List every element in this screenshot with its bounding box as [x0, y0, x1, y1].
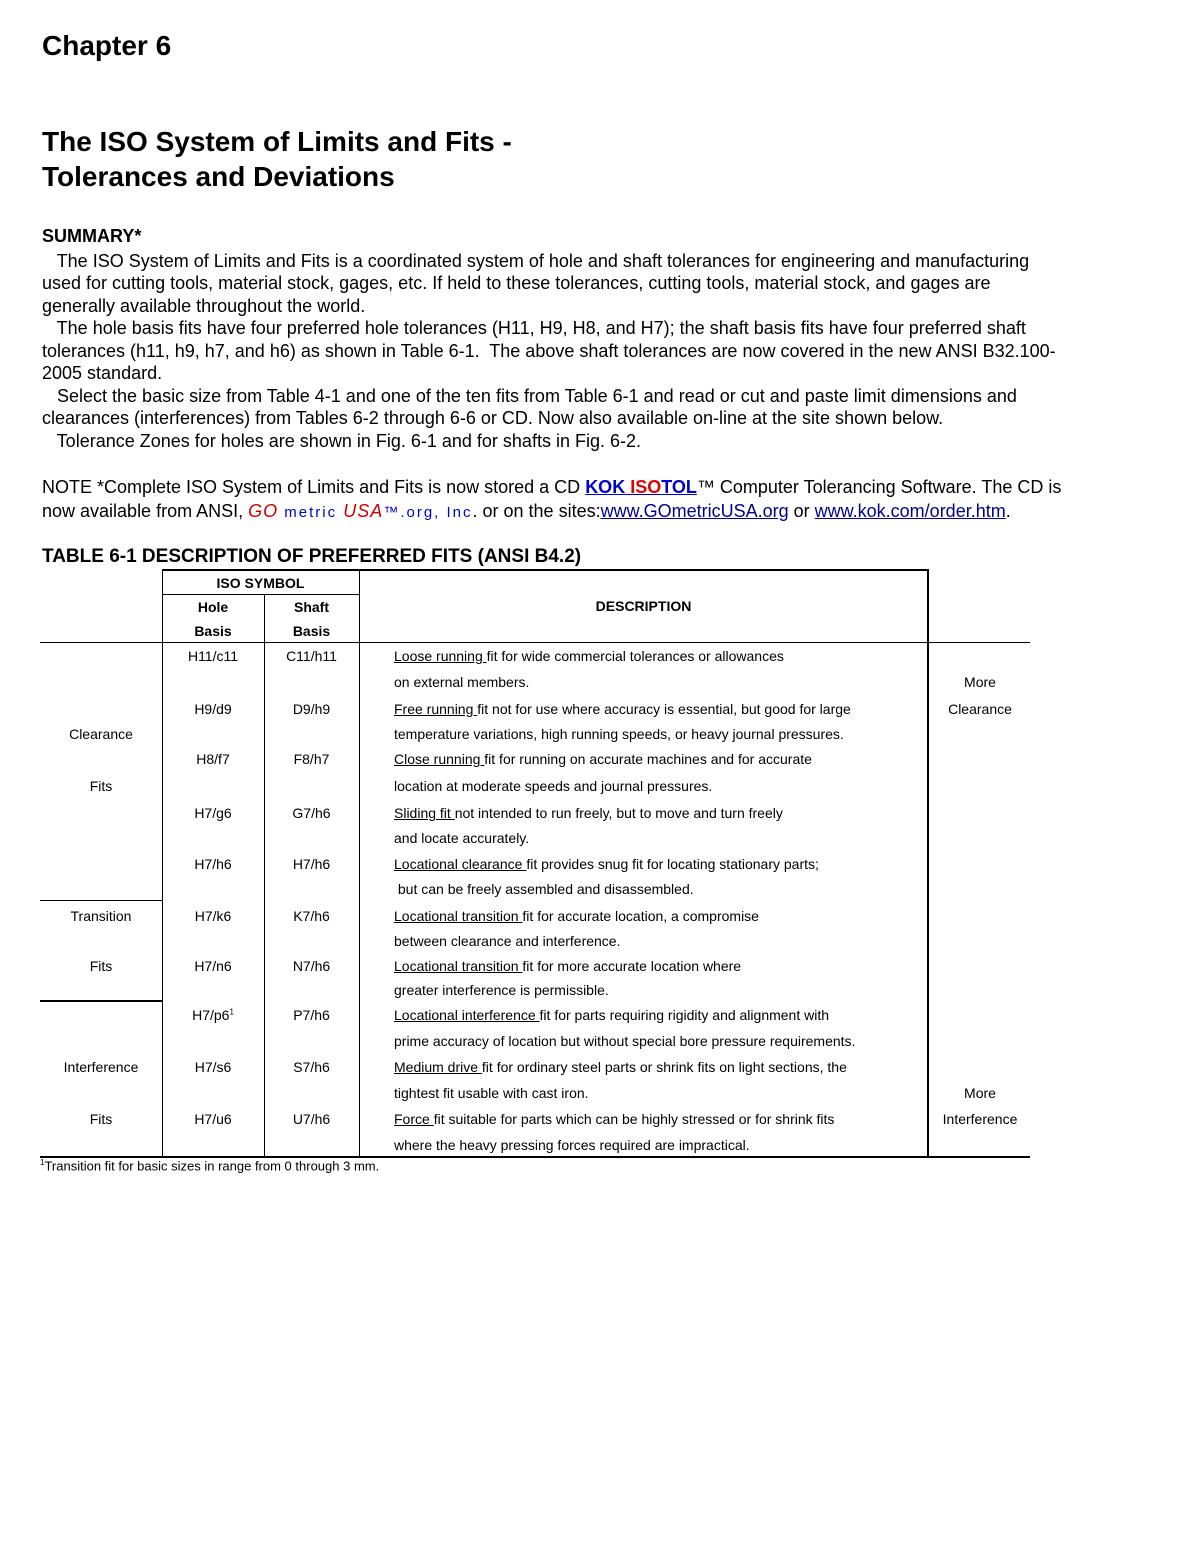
shaft-basis-cell: U7/h6 [292, 1111, 331, 1127]
description-line: prime accuracy of location but without special bore pressure requirements. [394, 1033, 856, 1049]
shaft-basis-cell: N7/h6 [292, 958, 331, 974]
shaft-header: Shaft [294, 599, 329, 615]
hole-basis-cell: H7/u6 [194, 1111, 232, 1127]
kok-text: KOK [585, 477, 631, 497]
description-line [394, 1059, 847, 1075]
description-line [394, 958, 741, 974]
description-text: fit for accurate location, a compromise [522, 908, 759, 924]
hole-basis-cell [162, 1007, 264, 1023]
group-clearance-fits: Fits [89, 778, 113, 794]
more-interference-label-2: Interference [942, 1111, 1018, 1127]
hole-basis-cell: H7/s6 [194, 1059, 232, 1075]
trademark-symbol: ™ [696, 477, 715, 497]
description-line: where the heavy pressing forces required are impractical. [394, 1137, 750, 1153]
note-text: . [1005, 501, 1011, 521]
description-line [394, 805, 783, 821]
hole-basis-cell: H7/k6 [194, 908, 232, 924]
shaft-basis-cell: H7/h6 [292, 856, 331, 872]
hole-basis-cell: H7/n6 [194, 958, 232, 974]
note-text: or [788, 501, 815, 521]
group-transition: Transition [70, 908, 132, 924]
shaft-basis-cell: D9/h9 [292, 701, 331, 717]
description-line [394, 701, 851, 717]
description-line [394, 856, 819, 872]
hole-basis-cell: H7/h6 [194, 856, 232, 872]
page-title-line-2: Tolerances and Deviations [42, 161, 395, 192]
description-line: but can be freely assembled and disassembled. [394, 881, 694, 897]
shaft-basis-cell: G7/h6 [292, 805, 331, 821]
iso-text: ISO [630, 477, 662, 497]
hole-basis-text: H7/p6 [192, 1007, 230, 1023]
fit-name: Locational transition [394, 958, 523, 974]
fit-name: Free running [394, 701, 478, 717]
description-line: and locate accurately. [394, 830, 530, 846]
gometric-usa: USA [343, 501, 384, 521]
iso-symbol-header: ISO SYMBOL [216, 575, 305, 591]
fit-name: Locational interference [394, 1007, 540, 1023]
hole-basis-cell: H9/d9 [194, 701, 232, 717]
note-text: Computer Tolerancing Software. The CD is [714, 477, 1062, 497]
description-line [394, 908, 759, 924]
shaft-basis-cell: C11/h11 [286, 648, 337, 664]
shaft-basis-cell: P7/h6 [293, 1007, 330, 1023]
fit-name: Sliding fit [394, 805, 455, 821]
gometric-org: ™.org, Inc [383, 504, 473, 521]
description-line: between clearance and interference. [394, 933, 621, 949]
fit-name: Close running [394, 751, 485, 767]
summary-line: The ISO System of Limits and Fits is a coordinated system of hole and shaft tolerances for engineering and manufacturing [42, 251, 1030, 271]
description-text: fit for running on accurate machines and for accurate [484, 751, 812, 767]
summary-heading: SUMMARY* [42, 226, 142, 246]
fit-name: Force [394, 1111, 434, 1127]
more-clearance-label-2: Clearance [948, 701, 1012, 717]
table-title: TABLE 6-1 DESCRIPTION OF PREFERRED FITS (ANSI B4.2) [42, 546, 582, 567]
description-text: fit suitable for parts which can be highly stressed or for shrink fits [433, 1111, 835, 1127]
shaft-basis-header: Basis [292, 623, 331, 639]
hole-header: Hole [197, 599, 229, 615]
footnote-text: Transition fit for basic sizes in range from 0 through 3 mm. [44, 1158, 380, 1174]
summary-line: tolerances (h11, h9, h7, and h6) as shown in Table 6-1. The above shaft tolerances are now covered in the new ANSI B32.100- [42, 341, 1056, 361]
kok-order-link[interactable]: www.kok.com/order.htm [814, 501, 1006, 521]
table-footnote [40, 1158, 379, 1173]
shaft-basis-cell: K7/h6 [293, 908, 330, 924]
footnote-marker: 1 [229, 1007, 234, 1017]
summary-line: 2005 standard. [42, 363, 163, 383]
group-interference: Interference [63, 1059, 139, 1075]
description-text: fit provides snug fit for locating stationary parts; [526, 856, 819, 872]
note-text: now available from ANSI, [42, 501, 249, 521]
description-text: fit for more accurate location where [522, 958, 742, 974]
summary-line: Select the basic size from Table 4-1 and one of the ten fits from Table 6-1 and read or cut and paste limit dimensions and [42, 386, 1017, 406]
group-interference-fits: Fits [89, 1111, 113, 1127]
gometricusa-link[interactable]: www.GOmetricUSA.org [600, 501, 789, 521]
description-line: greater interference is permissible. [394, 982, 609, 998]
more-clearance-label: More [964, 674, 996, 690]
hole-basis-cell: H11/c11 [187, 648, 239, 664]
description-line: temperature variations, high running speeds, or heavy journal pressures. [394, 726, 844, 742]
description-line: location at moderate speeds and journal pressures. [394, 778, 713, 794]
description-line [394, 1007, 829, 1023]
clearance-group-divider [40, 900, 163, 901]
note-line-2 [42, 500, 1011, 524]
description-text: fit for parts requiring rigidity and alignment with [539, 1007, 830, 1023]
footnote-marker: 1 [40, 1158, 45, 1167]
description-line [394, 1111, 834, 1127]
shaft-basis-cell: F8/h7 [293, 751, 330, 767]
description-text: not intended to run freely, but to move and turn freely [454, 805, 783, 821]
chapter-label: Chapter 6 [42, 30, 172, 61]
summary-line: The hole basis fits have four preferred hole tolerances (H11, H9, H8, and H7); the shaft basis fits have four preferred shaft [42, 318, 1026, 338]
kok-isotol-link[interactable] [585, 477, 697, 497]
description-right-border [927, 569, 929, 1158]
iso-symbol-divider [162, 594, 359, 595]
summary-line: Tolerance Zones for holes are shown in Fig. 6-1 and for shafts in Fig. 6-2. [42, 431, 641, 451]
shaft-basis-cell: S7/h6 [293, 1059, 330, 1075]
description-text: fit for wide commercial tolerances or allowances [486, 648, 784, 664]
description-line [394, 648, 784, 664]
summary-line: clearances (interferences) from Tables 6-2 through 6-6 or CD. Now also available on-line at the site shown below. [42, 408, 944, 428]
group-transition-fits: Fits [89, 958, 113, 974]
summary-line: generally available throughout the world. [42, 296, 366, 316]
note-line-1 [42, 476, 1061, 498]
group-clearance: Clearance [69, 726, 133, 742]
description-line [394, 751, 812, 767]
description-text: fit for ordinary steel parts or shrink fits on light sections, the [481, 1059, 847, 1075]
header-bottom-border [40, 642, 1030, 643]
description-line: on external members. [394, 674, 530, 690]
note-text: . or on the sites: [472, 501, 601, 521]
hole-basis-cell: H8/f7 [196, 751, 230, 767]
transition-group-divider [40, 1000, 163, 1002]
description-header: DESCRIPTION [595, 598, 692, 614]
description-text: fit not for use where accuracy is essential, but good for large [477, 701, 851, 717]
note-text: NOTE *Complete ISO System of Limits and Fits is now stored a CD [42, 477, 586, 497]
description-left-border [359, 569, 360, 1158]
page-title-line-1: The ISO System of Limits and Fits - [42, 126, 512, 157]
fit-name: Locational transition [394, 908, 523, 924]
tol-text: TOL [661, 477, 697, 497]
gometric-go: GO [248, 501, 279, 521]
hole-basis-header: Basis [194, 623, 232, 639]
summary-line: used for cutting tools, material stock, gages, etc. If held to these tolerances, cutting tools, material stock, and gages are [42, 273, 991, 293]
description-line: tightest fit usable with cast iron. [394, 1085, 589, 1101]
more-interference-label: More [964, 1085, 996, 1101]
fit-name: Loose running [394, 648, 487, 664]
fit-name: Locational clearance [394, 856, 527, 872]
hole-basis-cell: H7/g6 [194, 805, 232, 821]
table-top-border [162, 569, 928, 571]
gometric-metric: metric [278, 504, 344, 521]
fit-name: Medium drive [394, 1059, 482, 1075]
